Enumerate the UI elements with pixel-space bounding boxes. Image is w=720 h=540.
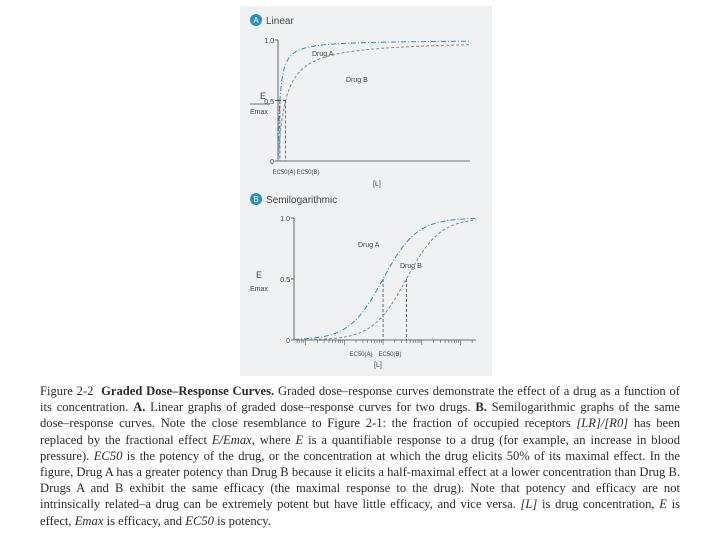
panel-a-ytick-1: 1.0: [264, 38, 274, 45]
caption-lr: [LR]/[R0]: [576, 416, 629, 431]
panel-b-ylabel-bottom: Emax: [250, 286, 268, 293]
panel-b-curve-drug-b: [294, 220, 476, 340]
caption-emax: Emax: [74, 513, 104, 528]
panel-b-letter: B: [253, 195, 259, 204]
caption-ec50-2: EC50: [185, 513, 214, 528]
caption-text-6: is drug concentration,: [542, 497, 655, 512]
panel-b-ytick-1: 1.0: [280, 216, 290, 223]
caption-e: E: [295, 432, 304, 447]
panel-b-ylabel-top: E: [256, 270, 263, 280]
panel-a-ylabel-top: E: [260, 91, 267, 101]
panel-b-xlabel: [L]: [374, 362, 382, 369]
panel-a-ylabel-bottom: Emax: [250, 109, 268, 116]
caption-a-text: Linear graphs of graded dose–response curves for two drugs.: [150, 400, 471, 415]
caption-e-2: E: [659, 497, 667, 512]
figure-panel: [240, 6, 492, 376]
panel-a-curve-drug-a: [278, 41, 470, 161]
panel-a-title: Linear: [266, 16, 294, 27]
panel-b-ytick-0: 0: [286, 338, 290, 345]
panel-b-drug-a-label: Drug A: [358, 242, 380, 249]
panel-b-title: Semilogarithmic: [266, 195, 338, 206]
caption-text-1: Graded dose–response curves demonstrate the effect of a drug as a function of its concentration.: [40, 384, 681, 415]
panel-a-letter: A: [253, 16, 259, 25]
panel-a-ec50b-label: EC50(B): [296, 170, 320, 176]
caption-figure-label: Figure 2-2: [40, 384, 94, 398]
caption-ec50: EC50: [93, 448, 123, 463]
caption-text-4: is a quantifiable response to a drug (for example, an increase in blood pressure).: [40, 432, 680, 463]
panel-a-drug-b-label: Drug B: [346, 77, 368, 84]
caption-b-label: B.: [475, 400, 487, 415]
caption-a-label: A.: [133, 400, 146, 415]
panel-a-ytick-0: 0: [270, 159, 274, 166]
caption-text-9: is potency.: [217, 513, 271, 528]
caption-text-2: has been replaced by the fractional effect: [40, 416, 680, 447]
caption-e-emax: E/Emax,: [211, 432, 255, 447]
caption-text-8: is efficacy, and: [106, 513, 183, 528]
panel-a-ec50a-label: EC50(A): [272, 170, 296, 176]
plot-marks: [275, 40, 476, 345]
panel-a-drug-a-label: Drug A: [312, 51, 334, 58]
panel-a-ytick-05: 0.5: [264, 99, 274, 106]
figure-caption: [40, 383, 680, 529]
caption-text-3: where: [259, 432, 291, 447]
caption-heading: Graded Dose–Response Curves.: [101, 384, 275, 398]
panel-b-ec50b-label: EC50(B): [378, 352, 402, 358]
panel-b-drug-b-label: Drug B: [400, 263, 422, 270]
caption-l: [L]: [520, 497, 538, 512]
panel-a-xlabel: [L]: [373, 181, 381, 188]
caption-text-7: is effect,: [40, 497, 681, 528]
caption-text-5: is the potency of the drug, or the concentration at which the drug elicits 50% of its maximal effect. In the figure, Drug A has a greater potency than Drug B because it elicits a half-maximal effect at a lower concentration than Drug B. Drugs A and B exhibit the same efficacy (the maximal response to the drug). Note that potency and efficacy are not intrinsically related–a drug can be extremely potent but have little efficacy, and vice versa.: [40, 448, 680, 512]
panel-b-curve-drug-a: [294, 218, 476, 339]
figure-svg: [240, 6, 492, 376]
panel-b-ytick-05: 0.5: [280, 277, 290, 284]
caption-b-text: Semilogarithmic graphs of the same dose–response curves. Note the close resemblance to Figure 2-1: the fraction of occupied receptors: [40, 400, 681, 431]
panel-a-curve-drug-b: [278, 45, 470, 161]
panel-b-ec50a-label: EC50(A): [349, 352, 373, 358]
